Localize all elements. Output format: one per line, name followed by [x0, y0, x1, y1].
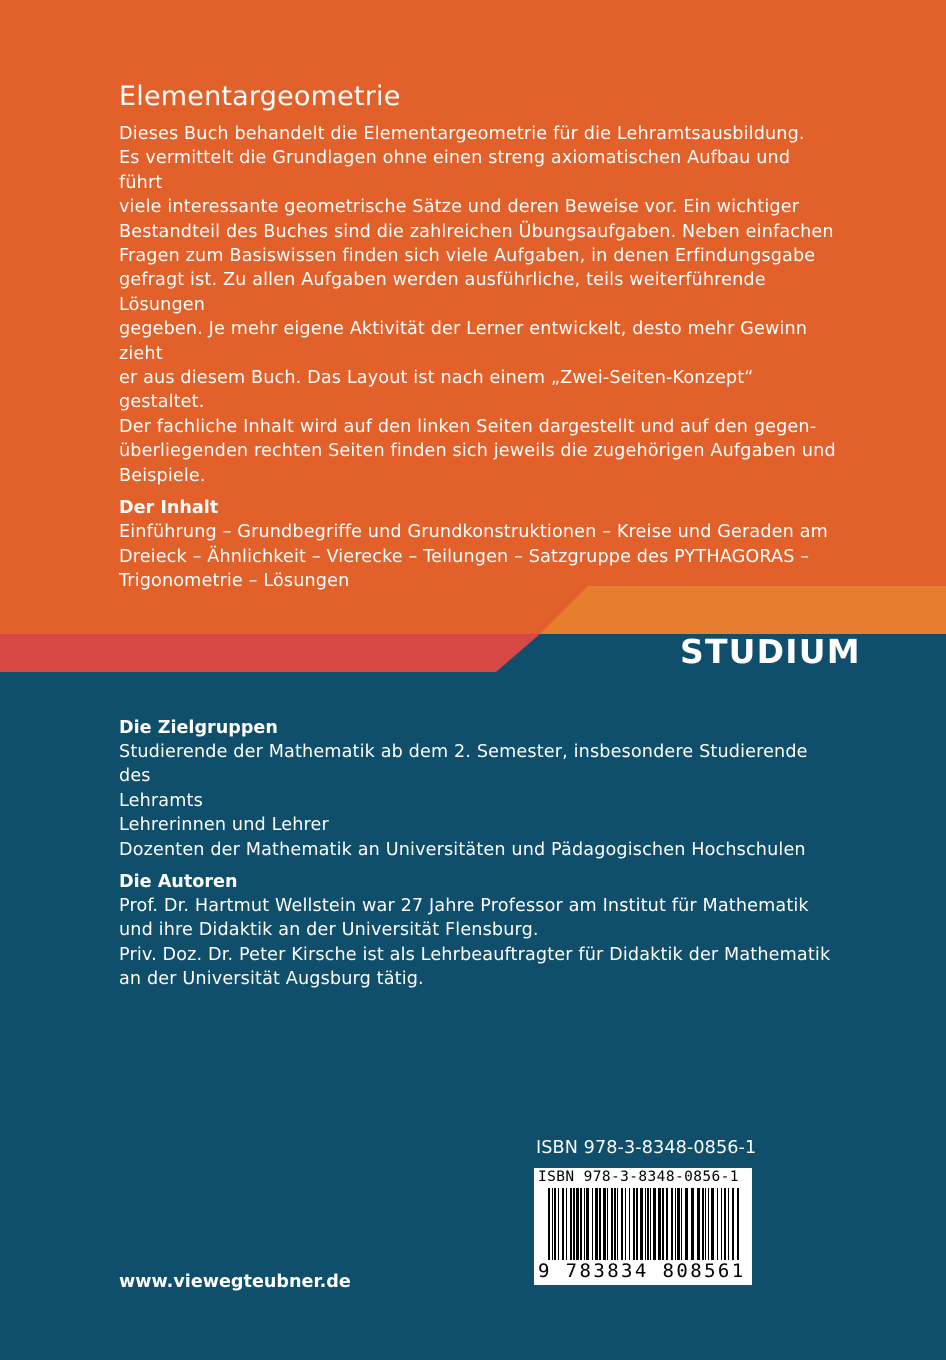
barcode-bar: [586, 1188, 589, 1262]
inhalt-line: Einführung – Grundbegriffe und Grundkonstruktionen – Kreise und Geraden am: [119, 522, 828, 543]
description-line: Es vermittelt die Grundlagen ohne einen streng axiomatischen Aufbau und führt: [119, 148, 791, 193]
zielgruppen-line: Dozenten der Mathematik an Universitäten und Pädagogischen Hochschulen: [119, 839, 806, 860]
barcode-bar: [554, 1188, 556, 1262]
barcode-bar: [592, 1188, 593, 1262]
website-link[interactable]: www.viewegteubner.de: [119, 1272, 351, 1292]
description-line: überliegenden rechten Seiten finden sich jeweils die zugehörigen Aufgaben und: [119, 441, 836, 462]
barcode-bar: [702, 1188, 704, 1262]
audience-authors-section: [119, 716, 839, 992]
barcode-bar: [633, 1188, 635, 1262]
barcode-bar: [691, 1188, 694, 1262]
zielgruppen-line: Studierende der Mathematik ab dem 2. Semester, insbesondere Studierende des: [119, 742, 808, 787]
description-line: gefragt ist. Zu allen Aufgaben werden ausführliche, teils weiterführende Lösungen: [119, 270, 766, 315]
barcode-bar: [666, 1188, 668, 1262]
barcode-bar: [658, 1188, 661, 1262]
barcode-bar: [576, 1188, 579, 1262]
barcode-bar: [570, 1188, 572, 1262]
autoren-line: und ihre Didaktik an der Universität Flensburg.: [119, 920, 539, 941]
description-line: gegeben. Je mehr eigene Aktivität der Lerner entwickelt, desto mehr Gewinn zieht: [119, 319, 808, 364]
barcode-bar: [721, 1188, 722, 1262]
barcode-bar: [681, 1188, 682, 1262]
barcode-bar: [629, 1188, 630, 1262]
description-section: [119, 80, 839, 593]
barcode-bar: [671, 1188, 673, 1262]
barcode: [534, 1168, 752, 1285]
barcode-bar: [595, 1188, 598, 1262]
barcode-isbn-label: ISBN 978-3-8348-0856-1: [538, 1169, 739, 1185]
barcode-bar: [566, 1188, 567, 1262]
autoren-heading: Die Autoren: [119, 872, 238, 893]
barcode-digits: 9 783834 808561: [538, 1260, 746, 1282]
barcode-bar: [732, 1188, 734, 1262]
book-title: Elementargeometrie: [119, 81, 401, 112]
barcode-bar: [675, 1188, 676, 1262]
barcode-bar: [580, 1188, 582, 1262]
barcode-bar: [708, 1188, 709, 1262]
barcode-bar: [603, 1188, 606, 1262]
barcode-bar: [599, 1188, 601, 1262]
barcode-bar: [647, 1188, 649, 1262]
autoren-line: Priv. Doz. Dr. Peter Kirsche ist als Lehrbeauftragter für Didaktik der Mathematik: [119, 944, 831, 965]
zielgruppen-line: Lehramts: [119, 790, 203, 811]
inhalt-heading: Der Inhalt: [119, 498, 219, 519]
barcode-bar: [558, 1188, 559, 1262]
barcode-bar: [705, 1188, 706, 1262]
barcode-bar: [728, 1188, 729, 1262]
barcode-bar: [711, 1188, 714, 1262]
barcode-bar: [724, 1188, 726, 1262]
barcode-bar: [621, 1188, 623, 1262]
barcode-bar: [650, 1188, 651, 1262]
barcode-bar: [562, 1188, 564, 1262]
barcode-bar: [645, 1188, 646, 1262]
barcode-bar: [617, 1188, 618, 1262]
barcode-bar: [697, 1188, 700, 1262]
description-line: Fragen zum Basiswissen finden sich viele Aufgaben, in denen Erfindungsgabe: [119, 246, 816, 267]
inhalt-line: Trigonometrie – Lösungen: [119, 570, 350, 591]
autoren-line: Prof. Dr. Hartmut Wellstein war 27 Jahre Professor am Institut für Mathematik: [119, 896, 809, 917]
barcode-bar: [677, 1188, 680, 1262]
zielgruppen-line: Lehrerinnen und Lehrer: [119, 815, 329, 836]
barcode-bar: [611, 1188, 613, 1262]
barcode-bar: [614, 1188, 616, 1262]
description-line: Bestandteil des Buches sind die zahlreichen Übungsaufgaben. Neben einfachen: [119, 221, 834, 242]
zielgruppen-heading: Die Zielgruppen: [119, 718, 278, 738]
studium-label: STUDIUM: [680, 632, 861, 671]
barcode-bar: [636, 1188, 638, 1262]
isbn-text: ISBN 978-3-8348-0856-1: [536, 1138, 757, 1158]
autoren-line: an der Universität Augsburg tätig.: [119, 969, 424, 990]
barcode-bar: [573, 1188, 575, 1262]
barcode-bar: [607, 1188, 608, 1262]
description-line: Der fachliche Inhalt wird auf den linken Seiten dargestellt und auf den gegen-: [119, 416, 817, 437]
description-line: Dieses Buch behandelt die Elementargeometrie für die Lehramtsausbildung.: [119, 124, 805, 144]
description-line: er aus diesem Buch. Das Layout ist nach einem „Zwei-Seiten-Konzept“ gestaltet.: [119, 368, 754, 413]
description-line: viele interessante geometrische Sätze und deren Beweise vor. Ein wichtiger: [119, 197, 800, 218]
description-line: Beispiele.: [119, 465, 206, 486]
barcode-bar: [685, 1188, 688, 1262]
barcode-bar: [717, 1188, 718, 1262]
barcode-bar: [662, 1188, 664, 1262]
barcode-bar: [653, 1188, 656, 1262]
inhalt-line: Dreieck – Ähnlichkeit – Vierecke – Teilungen – Satzgruppe des PYTHAGORAS –: [119, 546, 810, 567]
barcode-bar: [584, 1188, 585, 1262]
barcode-bar: [625, 1188, 626, 1262]
barcode-bar: [552, 1188, 553, 1262]
